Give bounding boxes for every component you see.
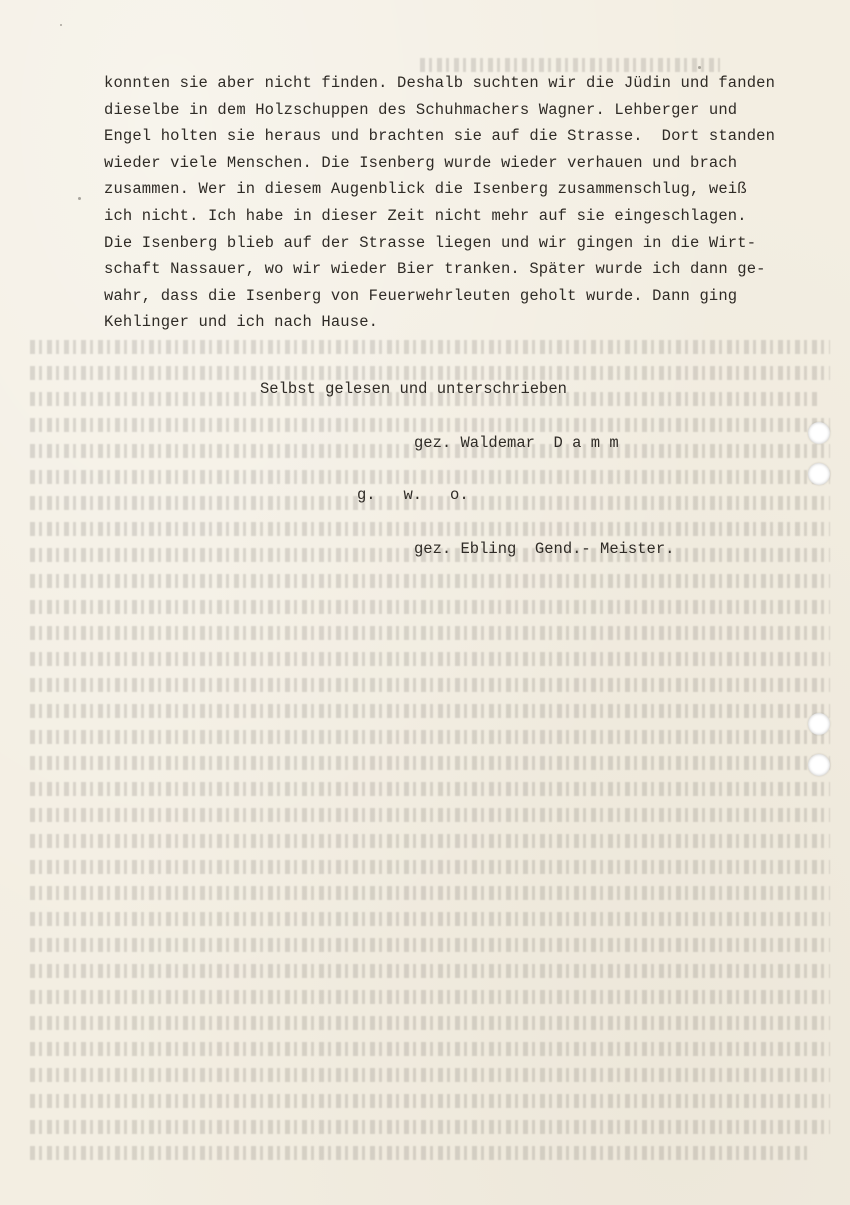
witness-line: g. w. o. [357, 486, 469, 504]
paper-speck [698, 66, 701, 69]
body-line: zusammen. Wer in diesem Augenblick die Isenberg zusammenschlug, weiß [104, 180, 747, 199]
body-line: ich nicht. Ich habe in dieser Zeit nicht mehr auf sie eingeschlagen. [104, 206, 747, 225]
signature-ebling: gez. Ebling Gend.- Meister. [414, 540, 675, 558]
body-line: wieder viele Menschen. Die Isenberg wurde wieder verhauen und brach [104, 153, 738, 172]
body-line: Engel holten sie heraus und brachten sie auf die Strasse. Dort standen [104, 127, 776, 146]
paper-speck [60, 24, 62, 26]
body-line: konnten sie aber nicht finden. Deshalb suchten wir die Jüdin und fanden [104, 74, 776, 92]
signature-damm: gez. Waldemar D a m m [414, 434, 619, 452]
body-line: schaft Nassauer, wo wir wieder Bier tranken. Später wurde ich dann ge- [104, 260, 766, 279]
punch-hole [808, 754, 830, 776]
punch-hole [808, 713, 830, 735]
body-line: wahr, dass die Isenberg von Feuerwehrleuten geholt wurde. Dann ging [104, 286, 738, 305]
punch-hole [808, 463, 830, 485]
body-line: dieselbe in dem Holzschuppen des Schuhmachers Wagner. Lehberger und [104, 100, 738, 119]
paper-speck [78, 197, 81, 200]
typewritten-body [104, 70, 804, 336]
body-line: Kehlinger und ich nach Hause. [104, 313, 379, 332]
punch-hole [808, 422, 830, 444]
closing-statement: Selbst gelesen und unterschrieben [260, 380, 567, 398]
body-line: Die Isenberg blieb auf der Strasse liegen und wir gingen in die Wirt- [104, 233, 757, 252]
